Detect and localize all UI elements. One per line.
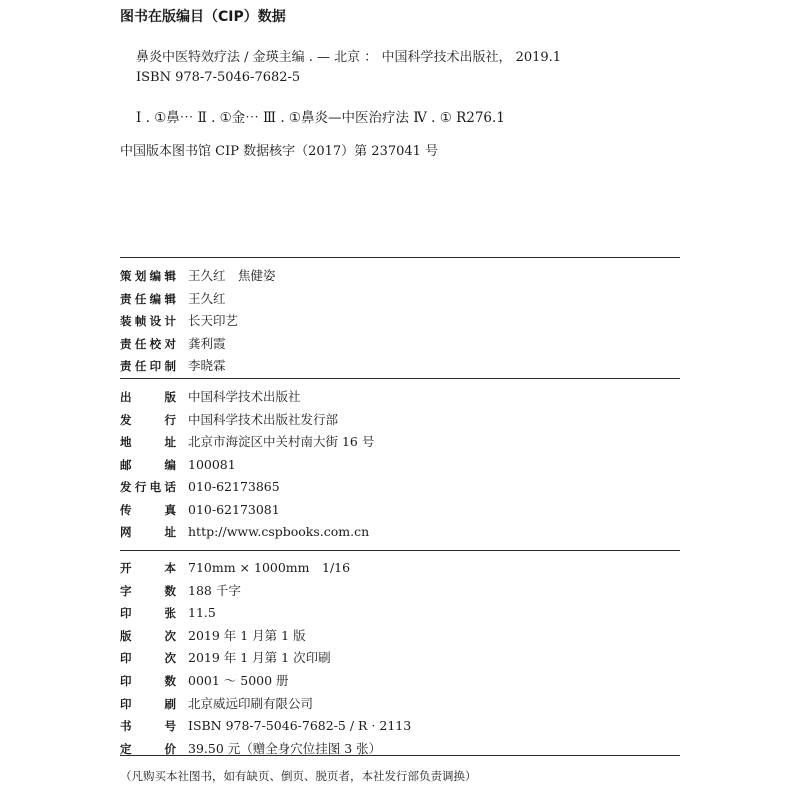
publisher-label: 邮编 [120, 457, 176, 472]
publisher-label: 发行 [120, 412, 176, 427]
publisher-label: 发行电话 [120, 480, 176, 494]
credit-row [120, 310, 680, 333]
spec-row [120, 602, 680, 625]
spec-value: 0001 ～ 5000 册 [188, 672, 289, 688]
publisher-value: 100081 [188, 456, 236, 472]
publisher-label: 出版 [120, 390, 176, 404]
publisher-row [120, 409, 680, 432]
publisher-row [120, 386, 680, 409]
credit-row [120, 288, 680, 311]
spec-value: 39.50 元（赠全身穴位挂图 3 张） [188, 740, 382, 756]
spec-label: 印次 [120, 651, 176, 666]
spec-value: ISBN 978-7-5046-7682-5 / R · 2113 [188, 718, 412, 734]
credit-label: 责任校对 [120, 336, 176, 351]
spec-value: 710mm × 1000mm 1/16 [188, 560, 351, 575]
publisher-row [120, 521, 680, 544]
spec-label: 字数 [120, 583, 176, 598]
spec-value: 北京威远印刷有限公司 [188, 695, 314, 711]
credit-row [120, 355, 680, 378]
cip-heading: 图书在版编目（CIP）数据 [120, 9, 286, 25]
cip-title-line: 鼻炎中医特效疗法 / 金瑛主编 . — 北京 ： 中国科学技术出版社， 2019.1 [136, 50, 562, 65]
book-specs [120, 557, 680, 760]
spec-label: 版次 [120, 628, 176, 643]
publisher-row [120, 454, 680, 477]
publisher-value: 中国科学技术出版社发行部 [188, 411, 339, 427]
spec-row [120, 647, 680, 670]
spec-row [120, 715, 680, 738]
spec-label: 书号 [120, 719, 176, 734]
spec-label: 印刷 [120, 696, 176, 711]
spec-row [120, 557, 680, 580]
website-url: http://www.cspbooks.com.cn [188, 524, 370, 539]
credit-label: 责任印制 [120, 359, 176, 373]
publisher-label: 地址 [120, 435, 176, 449]
cip-data-number: 中国版本图书馆 CIP 数据核字（2017）第 237041 号 [120, 144, 439, 159]
divider [120, 755, 680, 756]
spec-value: 11.5 [188, 605, 216, 621]
publisher-row [120, 476, 680, 499]
publisher-row [120, 499, 680, 522]
divider [120, 550, 680, 551]
spec-value: 188 千字 [188, 582, 241, 598]
publisher-label: 传真 [120, 502, 176, 517]
credit-value: 李晓霖 [188, 358, 226, 373]
credit-row [120, 265, 680, 288]
cip-isbn-line: ISBN 978-7-5046-7682-5 [136, 70, 301, 85]
spec-row [120, 670, 680, 693]
spec-row [120, 738, 680, 761]
credit-label: 策划编辑 [120, 269, 176, 283]
publisher-value: 010-62173865 [188, 479, 280, 494]
publisher-info [120, 386, 680, 544]
editorial-credits [120, 265, 680, 378]
spec-row [120, 625, 680, 648]
spec-label: 印张 [120, 606, 176, 621]
publisher-value: 010-62173081 [188, 501, 280, 517]
credit-value: 长天印艺 [188, 313, 239, 328]
divider [120, 257, 680, 258]
credit-value: 龚利霞 [188, 335, 226, 351]
divider [120, 378, 680, 379]
credit-value: 王久红 焦健姿 [188, 268, 276, 283]
spec-value: 2019 年 1 月第 1 版 [188, 627, 306, 643]
credit-row [120, 333, 680, 356]
spec-value: 2019 年 1 月第 1 次印刷 [188, 650, 331, 666]
credit-label: 责任编辑 [120, 291, 176, 306]
return-policy-note: （凡购买本社图书，如有缺页、倒页、脱页者，本社发行部负责调换） [120, 769, 477, 783]
spec-row [120, 693, 680, 716]
spec-label: 开本 [120, 561, 176, 575]
credit-label: 装帧设计 [120, 314, 176, 328]
cip-classification-line: Ⅰ . ①鼻⋯ Ⅱ . ①金⋯ Ⅲ . ①鼻炎—中医治疗法 Ⅳ . ① R276.1 [136, 110, 505, 126]
publisher-label: 网址 [120, 525, 176, 539]
publisher-row [120, 431, 680, 454]
publisher-value: 北京市海淀区中关村南大街 16 号 [188, 434, 375, 449]
publisher-value: 中国科学技术出版社 [188, 389, 301, 404]
credit-value: 王久红 [188, 290, 226, 306]
spec-label: 印数 [120, 673, 176, 688]
spec-label: 定价 [120, 741, 176, 756]
spec-row [120, 580, 680, 603]
